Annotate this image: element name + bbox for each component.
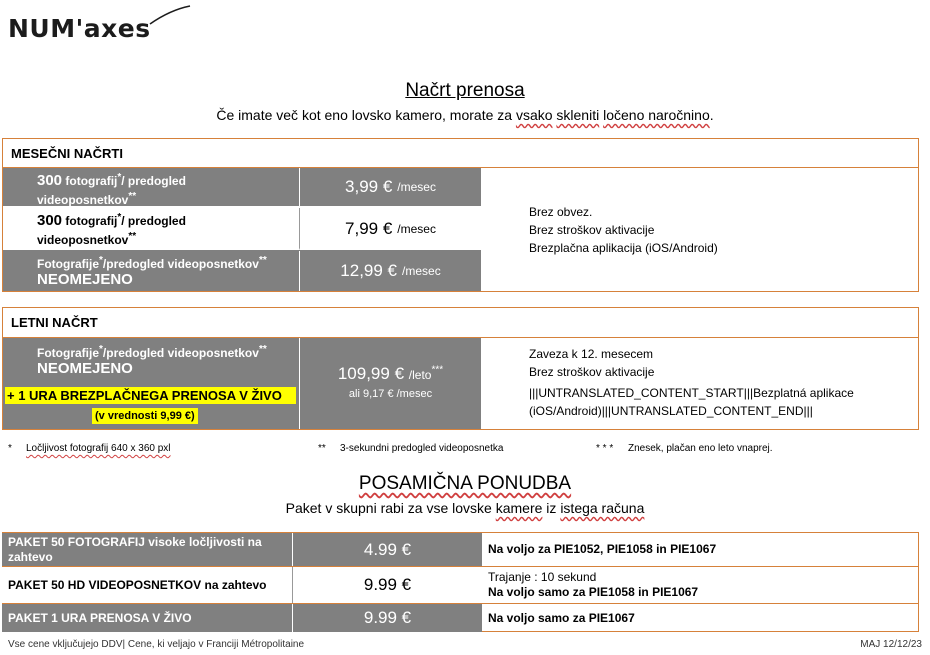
promo-value: (v vrednosti 9,99 €) (92, 408, 198, 424)
package-info: Na voljo samo za PIE1067 (488, 610, 635, 625)
numaxes-logo: NUM'axes (8, 14, 151, 43)
summer-info: Zaveza k 12. mesecem Brez stroškov aktivacije |||UNTRANSLATED_CONTENT_START|||Bezplatná aplikace (iOS/Android)|||UNTRANSLATED_CONTENT_END||| (529, 347, 854, 418)
package-price: 9.99 € (292, 604, 482, 632)
table-row (2, 567, 919, 604)
monthly-row-2-price: 7,99 € /mesec (300, 208, 481, 250)
footer-legal: Vse cene vključujejo DDV| Cene, ki veljajo v Franciji Métropolitaine (8, 639, 305, 650)
note-2: ** (318, 443, 326, 454)
monthly-row-1-label: 300 fotografij*/ predogled videoposnetkov** (3, 168, 300, 208)
package-label: PAKET 50 FOTOGRAFIJ visoke ločljivosti na zahtevo (2, 533, 292, 566)
package-info: Na voljo za PIE1052, PIE1058 in PIE1067 (488, 542, 717, 556)
summer-plan-label: Fotografije*/predogled videoposnetkov** NEOMEJENO (3, 338, 300, 429)
package-price: 4.99 € (292, 533, 482, 566)
package-label: PAKET 1 URA PRENOSA V ŽIVO (2, 604, 292, 632)
footer-date: MAJ 12/12/23 (860, 639, 922, 650)
summer-plan-heading: LETNI NAČRT (2, 307, 919, 338)
package-price: 9.99 € (292, 567, 482, 603)
note-2-text: 3-sekundni predogled videoposnetka (340, 443, 504, 454)
note-1-text: Ločljivost fotografij 640 x 360 pxl (26, 443, 171, 454)
page-title: Načrt prenosa (405, 80, 525, 101)
note-3-text: Znesek, plačan eno leto vnaprej. (628, 443, 773, 454)
logo-swoosh-icon (148, 4, 193, 26)
package-label: PAKET 50 HD VIDEOPOSNETKOV na zahtevo (2, 567, 292, 603)
summer-plan-price: 109,99 € /leto*** ali 9,17 € /mesec (300, 338, 481, 429)
promo-banner: + 1 URA BREZPLAČNEGA PRENOSA V ŽIVO (5, 387, 296, 404)
note-3: * * * (596, 443, 614, 454)
monthly-info: Brez obvez. Brez stroškov aktivacije Brezplačna aplikacija (iOS/Android) (529, 205, 718, 255)
monthly-row-1-price: 3,99 € /mesec (300, 168, 481, 208)
package-info: Trajanje : 10 sekund Na voljo samo za PIE1058 in PIE1067 (488, 570, 699, 599)
page-subtitle: Če imate več kot eno lovsko kamero, morate za vsako skleniti ločeno naročnino. (216, 107, 714, 123)
monthly-row-2-label: 300 fotografij*/ predogled videoposnetkov** (3, 208, 300, 250)
single-offer-subtitle: Paket v skupni rabi za vse lovske kamere iz istega računa (285, 500, 645, 516)
note-1: * (8, 443, 12, 454)
monthly-plans-heading: MESEČNI NAČRTI (2, 138, 919, 168)
table-row (2, 533, 919, 567)
monthly-row-3-price: 12,99 € /mesec (300, 251, 481, 291)
single-offer-title: POSAMIČNA PONUDBA (358, 473, 572, 494)
monthly-row-3-label: Fotografije*/predogled videoposnetkov** NEOMEJENO (3, 251, 300, 291)
table-row (2, 604, 919, 632)
